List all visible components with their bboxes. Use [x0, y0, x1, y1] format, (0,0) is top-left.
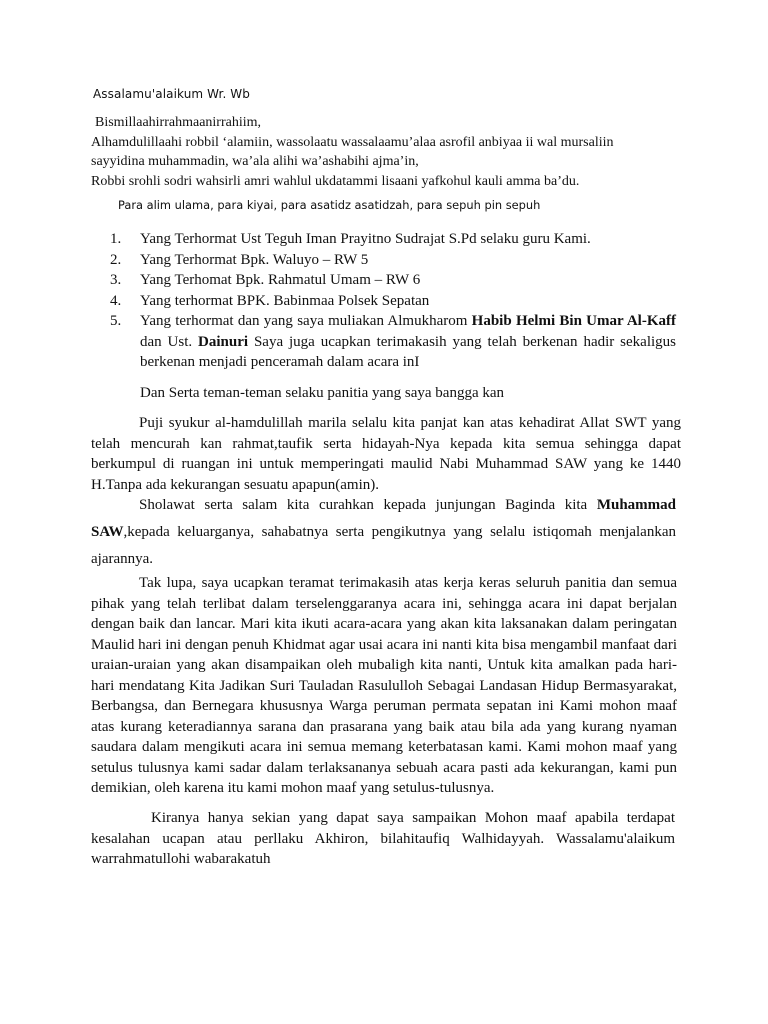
- list-number: 1.: [110, 231, 122, 247]
- list-item: [110, 311, 676, 373]
- list-text: Yang terhormat BPK. Babinmaa Polsek Sepatan: [140, 292, 430, 309]
- list-number: 4.: [110, 292, 122, 309]
- list-text: Yang Terhomat Bpk. Rahmatul Umam – RW 6: [140, 272, 421, 288]
- opening-line-1: Bismillaahirrahmaanirrahiim,: [95, 115, 262, 130]
- list-number: 3.: [110, 272, 122, 288]
- closing-text: Kiranya hanya sekian yang dapat saya sampaikan Mohon maaf apabila terdapat kesalahan ucapan atau perllaku Akhiron, bilahitaufiq Walhidayyah. Wassalamu'alaikum warrahmatullohi wabarakatuh: [91, 810, 675, 867]
- list-item: [110, 229, 676, 250]
- list-text: [140, 311, 676, 373]
- honorifics-line: Para alim ulama, para kiyai, para asatidz asatidzah, para sepuh pin sepuh: [118, 198, 541, 212]
- opening-line-3: sayyidina muhammadin, wa’ala alihi wa’ashabihi ajma’in,: [91, 154, 419, 169]
- paragraph-sholawat: [91, 492, 676, 573]
- salutation: Assalamu'alaikum Wr. Wb: [93, 87, 250, 101]
- opening-prayer: [91, 113, 691, 191]
- list-number: 2.: [110, 251, 122, 268]
- paragraph-puji: Puji syukur al-hamdulillah marila selalu kita panjat kan atas kehadirat Allat SWT yang telah mencurah kan rahmat,taufik serta hidayah-Nya kepada kita semua sehingga dapat berkumpul di ruangan ini untuk memperingati maulid Nabi Muhammad SAW yang ke 1440 H.Tanpa ada kekurangan sesuatu apapun(amin).: [91, 415, 681, 493]
- paragraph-tak-lupa: Tak lupa, saya ucapkan teramat terimakasih atas kerja keras seluruh panitia dan semua pihak yang telah terlibat dalam terselenggaranya acara ini, sehingga acara ini dapat berjalan dengan baik dan lancar. Mari kita ikuti acara-acara yang akan kita laksanakan dalam peringatan Maulid hari ini dengan penuh Khidmat agar usai acara ini nanti kita bisa mengambil manfaat dari uraian-uraian yang akan disampaikan oleh mubaligh kita nanti, Untuk kita amalkan pada hari-hari mendatang Kita Jadikan Suri Tauladan Rasululloh Sebagai Landasan Hidup Bermasyarakat, Berbangsa, dan Bernegara khususnya Warga peruman permata sepatan ini Kami mohon maaf atas kurang keteradiannya sarana dan prasarana yang baik atau bila ada yang kurang nyaman saudara dalam mengikuti acara ini semua memang keterbatasan kami. Kami mohon maaf yang setulus tulusnya kami sadar dalam terlaksananya sebuah acara pasti ada kekurangan, kami pun demikian, oleh karena itu kami mohon maaf yang setulus-tulusnya.: [91, 575, 677, 796]
- list-number: 5.: [110, 313, 122, 329]
- paragraph-text: Sholawat serta salam kita curahkan kepada junjungan Baginda kita: [139, 497, 597, 513]
- paragraph-text: ,kepada keluarganya, sahabatnya serta pengikutnya yang selalu istiqomah menjalankan ajarannya.: [91, 524, 676, 567]
- opening-line-2: Alhamdulillaahi robbil ‘alamiin, wassolaatu wassalaamu’alaa asrofil anbiyaa ii wal mursaliin: [91, 134, 614, 150]
- paragraph-kiranya: [91, 808, 675, 870]
- guest-list: [110, 229, 676, 373]
- prophet-name: Muhammad SAW: [91, 497, 676, 540]
- committee-greeting: Dan Serta teman-teman selaku panitia yang saya bangga kan: [140, 385, 505, 401]
- list-item: [110, 250, 676, 271]
- opening-line-4: Robbi srohli sodri wahsirli amri wahlul ukdatammi lisaani yafkohul kauli amma ba’du.: [91, 173, 580, 189]
- honored-guest-name: Dainuri: [198, 333, 249, 350]
- list-item: [110, 291, 676, 312]
- list-text: Yang Terhormat Bpk. Waluyo – RW 5: [140, 251, 369, 268]
- list-text-part: Saya juga ucapkan terimakasih yang telah berkenan hadir sekaligus berkenan menjadi penceramah dalam acara inI: [140, 333, 676, 370]
- list-text: Yang Terhormat Ust Teguh Iman Prayitno Sudrajat S.Pd selaku guru Kami.: [140, 231, 591, 247]
- list-text-part: Yang terhormat dan yang saya muliakan Almukharom: [140, 313, 472, 329]
- honored-guest-name: Habib Helmi Bin Umar Al-Kaff: [471, 313, 676, 329]
- list-text-part: dan Ust.: [140, 333, 199, 350]
- list-item: [110, 270, 676, 291]
